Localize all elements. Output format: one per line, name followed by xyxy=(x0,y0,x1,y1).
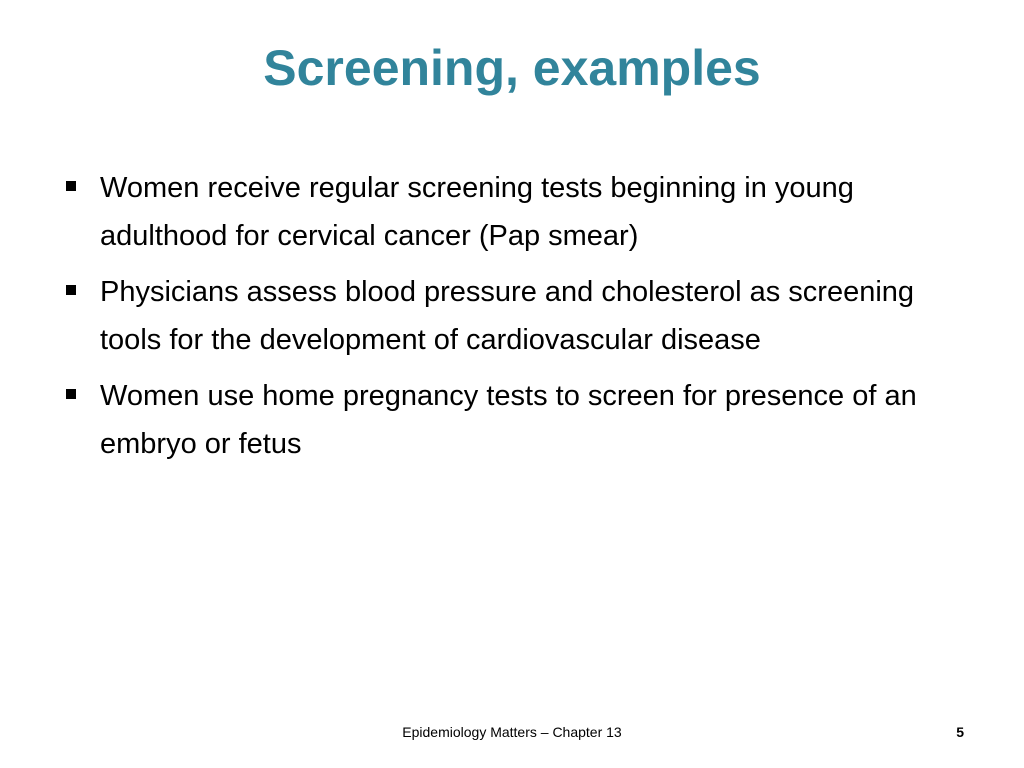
footer-text: Epidemiology Matters – Chapter 13 xyxy=(402,724,622,740)
bullet-item xyxy=(62,268,982,364)
bullet-text: Women use home pregnancy tests to screen for presence of an embryo or fetus xyxy=(100,380,917,460)
bullet-list xyxy=(62,164,982,476)
bullet-item xyxy=(62,372,982,468)
square-bullet-icon xyxy=(66,285,76,295)
bullet-text: Physicians assess blood pressure and cholesterol as screening tools for the development of cardiovascular disease xyxy=(100,276,915,356)
bullet-text: Women receive regular screening tests beginning in young adulthood for cervical cancer (Pap smear) xyxy=(100,172,854,252)
slide-title: Screening, examples xyxy=(263,40,761,96)
square-bullet-icon xyxy=(66,181,76,191)
page-number: 5 xyxy=(956,724,964,740)
bullet-item xyxy=(62,164,982,260)
square-bullet-icon xyxy=(66,389,76,399)
